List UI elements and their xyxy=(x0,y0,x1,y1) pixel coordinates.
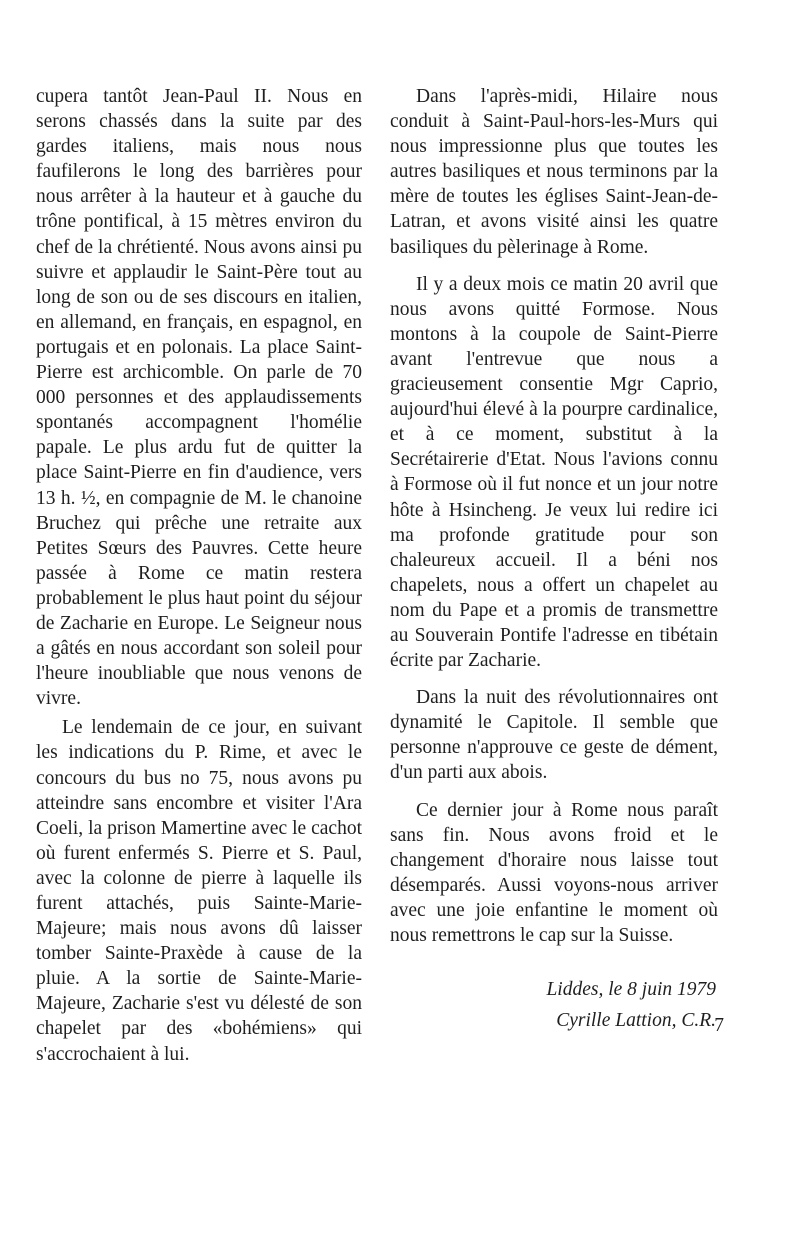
right-column xyxy=(390,84,718,1036)
paragraph: cupera tantôt Jean-Paul II. Nous en serons chassés dans la suite par des gardes italiens, mais nous nous faufilerons le long des barrières pour nous arrêter à la hauteur et à gauche du trône pontifical, à 15 mètres environ du chef de la chrétienté. Nous avons ainsi pu suivre et applaudir le Saint-Père tout au long de son ou de ses discours en italien, en allemand, en français, en espagnol, en portugais et en polonais. La place Saint-Pierre est archicomble. On parle de 70 000 personnes et des applaudissements spontanés accompagnent l'homélie papale. Le plus ardu fut de quitter la place Saint-Pierre en fin d'audience, vers 13 h. ½, en compagnie de M. le chanoine Bruchez qui prêche une retraite aux Petites Sœurs des Pauvres. Cette heure passée à Rome ce matin restera probablement le plus haut point du séjour de Zacharie en Europe. Le Seigneur nous a gâtés en nous accordant son soleil pour l'heure inoubliable que nous venons de vivre. xyxy=(36,86,362,710)
left-column xyxy=(36,84,362,1067)
signature-block xyxy=(390,974,718,1036)
paragraph: Le lendemain de ce jour, en suivant les indications du P. Rime, et avec le concours du bus no 75, nous avons pu atteindre sans encombre et visiter l'Ara Coeli, la prison Mamertine avec le cachot où furent enfermés S. Pierre et S. Paul, avec la colonne de pierre à laquelle ils furent attachés, puis Sainte-Marie-Majeure; mais nous avons dû laisser tomber Sainte-Praxède à cause de la pluie. A la sortie de Sainte-Marie-Majeure, Zacharie s'est vu délesté de son chapelet par des «bohémiens» qui s'accrochaient à lui. xyxy=(36,717,362,1065)
page-number: 7 xyxy=(714,1015,724,1036)
paragraph: Ce dernier jour à Rome nous paraît sans fin. Nous avons froid et le changement d'horaire nous laisse tout désemparés. Aussi voyons-nous arriver avec une joie enfantine le moment où nous remettrons le cap sur la Suisse. xyxy=(390,799,718,946)
signature-place-date: Liddes, le 8 juin 1979 xyxy=(546,979,716,1001)
paragraph: Dans la nuit des révolutionnaires ont dynamité le Capitole. Il semble que personne n'approuve ce geste de dément, d'un parti aux abois. xyxy=(390,687,718,784)
paragraph: Il y a deux mois ce matin 20 avril que nous avons quitté Formose. Nous montons à la coupole de Saint-Pierre avant l'entrevue que nous a gracieusement consentie Mgr Caprio, aujourd'hui élevé à la pourpre cardinalice, et à ce moment, substitut à la Secrétairerie d'Etat. Nous l'avions connu à Formose où il fut nonce et un jour notre hôte à Hsincheng. Je veux lui redire ici ma profonde gratitude pour son chaleureux accueil. Il a béni nos chapelets, nous a offert un chapelet au nom du Pape et a promis de transmettre au Souverain Pontife l'adresse en tibétain écrite par Zacharie. xyxy=(390,273,718,672)
signature-author: Cyrille Lattion, C.R. xyxy=(556,1010,716,1032)
paragraph: Dans l'après-midi, Hilaire nous conduit à Saint-Paul-hors-les-Murs qui nous impressionne plus que toutes les autres basiliques et nous terminons par la mère de toutes les églises Saint-Jean-de-Latran, et avons visité ainsi les quatre basiliques du pèlerinage à Rome. xyxy=(390,86,718,258)
